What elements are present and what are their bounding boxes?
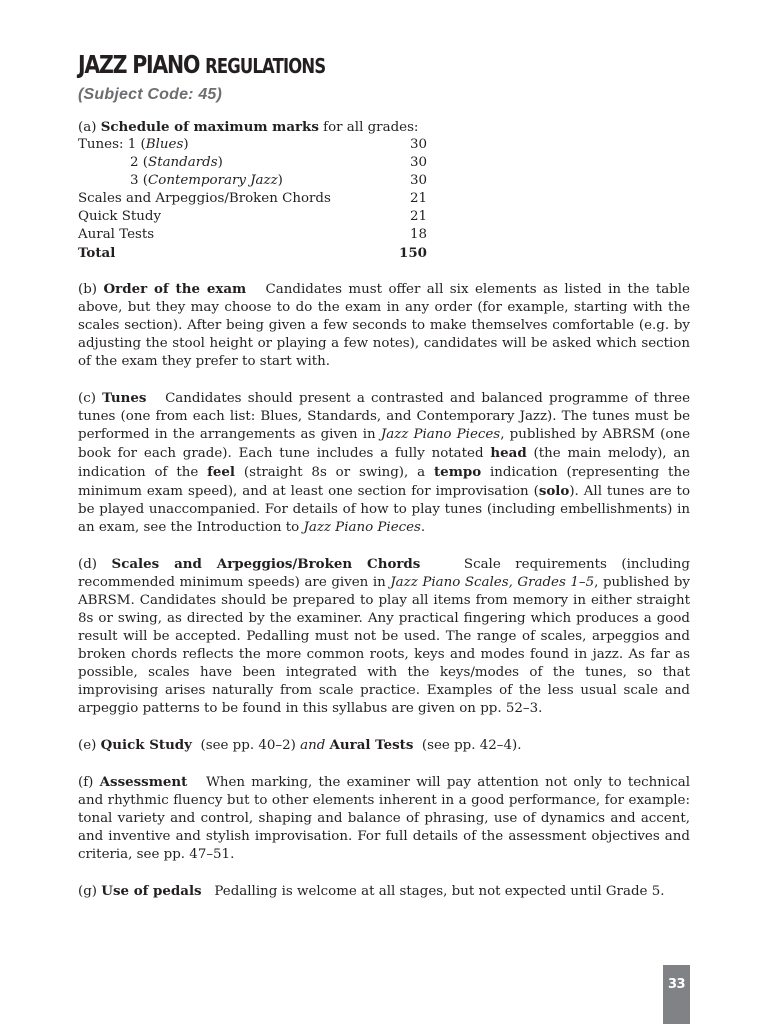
marks-row-quick-study: Quick Study 21 (78, 209, 427, 224)
section-scales: (d) Scales and Arpeggios/Broken Chords Scale requirements (including recommended minimum speeds) are given in Jazz Piano Scales, Grades 1–5, published by ABRSM. Candidates should be prepared to play all items from memory in either straight 8s or swing, as directed by the examiner. Any practical fingering which produces a good result will be accepted. Pedalling must not be used. The range of scales, arpeggios and broken chords reflects the more common roots, keys and modes found in jazz. As far as possible, scales have been integrated with the keys/modes of the tunes, so that improvising arises naturally from scale practice. Examples of the less usual scale and arpeggio patterns to be found in this syllabus are given on pp. 52–3. (78, 556, 690, 716)
section-tunes: (c) Tunes Candidates should present a contrasted and balanced programme of three tunes (one from each list: Blues, Standards, and Contemporary Jazz). The tunes must be performed in the arrangements as given in Jazz Piano Pieces, published by ABRSM (one book for each grade). Each tune includes a fully notated head (the main melody), an indication of the feel (straight 8s or swing), a tempo indication (representing the minimum exam speed), and at least one section for improvisation (solo). All tunes are to be played unaccompanied. For details of how to play tunes (including embellishments) in an exam, see the Introduction to Jazz Piano Pieces. (78, 390, 691, 535)
marks-row-total: Total 150 (78, 245, 427, 261)
page-number-tab (663, 965, 690, 1024)
section-order: (b) Order of the exam Candidates must offer all six elements as listed in the table above, but they may choose to do the exam in any order (for example, starting with the scales section). After being given a few seconds to make themselves comfortable (e.g. by adjusting the stool height or playing a few notes), candidates will be asked which section of the exam they prefer to start with. (78, 281, 690, 369)
regulations-body (78, 118, 690, 919)
section-pedals: (g) Use of pedals Pedalling is welcome at all stages, but not expected until Grade 5. (78, 883, 665, 899)
marks-value: 21 (409, 191, 427, 206)
section-heading: Assessment (99, 774, 188, 790)
marks-row-aural: Aural Tests 18 (78, 227, 427, 242)
section-heading: Use of pedals (101, 883, 202, 899)
marks-row-tune-2: 2 (Standards) 30 (130, 155, 427, 170)
marks-value: 30 (409, 137, 427, 152)
book-title: Jazz Piano Pieces (303, 520, 421, 535)
subject-code: (Subject Code: 45) (78, 86, 223, 103)
marks-value: 21 (409, 209, 427, 224)
marks-total-value: 150 (399, 245, 427, 261)
section-quick-study: (e) Quick Study (see pp. 40–2) and Aural Tests (see pp. 42–4). (78, 737, 522, 753)
marks-value: 30 (409, 173, 427, 188)
title-main: JAZZ PIANO (78, 50, 200, 79)
section-heading: Aural Tests (329, 737, 414, 753)
schedule-heading-bold: Schedule of maximum marks (100, 119, 319, 135)
marks-schedule (78, 118, 690, 262)
page-title (78, 50, 325, 81)
section-heading: Order of the exam (103, 281, 247, 297)
marks-row-tune-3: 3 (Contemporary Jazz) 30 (130, 173, 427, 188)
title-sub: REGULATIONS (205, 54, 326, 78)
marks-row-scales: Scales and Arpeggios/Broken Chords 21 (78, 191, 427, 206)
schedule-heading: (a) Schedule of maximum marks for all grades: (78, 119, 419, 135)
section-assessment: (f) Assessment When marking, the examiner will pay attention not only to technical and rhythmic fluency but to other elements inherent in a good performance, for example: tonal variety and control, shaping and balance of phrasing, use of dynamics and accent, and inventive and stylish improvisation. For full details of the assessment objectives and criteria, see pp. 47–51. (78, 774, 690, 862)
section-heading: Tunes (102, 390, 147, 406)
section-heading: Quick Study (100, 737, 192, 753)
page-number: 33 (667, 977, 686, 992)
marks-row-tune-1: Tunes: 1 (Blues) 30 (78, 137, 427, 152)
section-heading: Scales and Arpeggios/Broken Chords (111, 556, 421, 572)
marks-value: 30 (409, 155, 427, 170)
book-title: Jazz Piano Scales, Grades 1–5 (390, 575, 595, 590)
book-title: Jazz Piano Pieces (380, 427, 501, 442)
marks-value: 18 (409, 227, 427, 242)
